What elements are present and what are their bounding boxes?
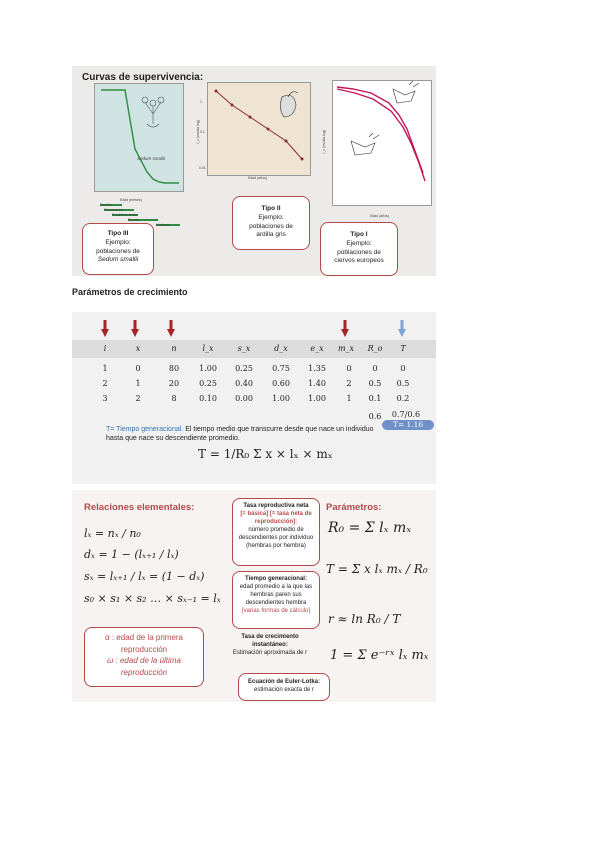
eq-lx: lₓ = nₓ / n₀ — [84, 527, 141, 540]
th-x: x — [135, 344, 141, 353]
plot2-ylabel: l_x (escala log) — [196, 120, 200, 144]
table-cell: 0.1 — [368, 394, 382, 403]
stage-1: Semilla — [100, 203, 112, 207]
th-sx: s_x — [237, 344, 251, 353]
table-cell: 2 — [135, 394, 141, 403]
tgen-definition — [106, 425, 386, 444]
plot-type-ii — [207, 82, 311, 176]
callout2-line4: ardilla gris — [256, 231, 286, 239]
table-cell: 1 — [135, 379, 141, 388]
omega-line1: ω : edad de la última — [107, 656, 181, 666]
growth-params-title: Parámetros de crecimiento — [72, 287, 188, 297]
arrow-down-icon — [341, 320, 349, 338]
arrow-down-icon — [398, 320, 406, 338]
stage-4: Roseta — [128, 218, 140, 222]
alpha-omega-box — [84, 627, 204, 687]
table-cell: 0.40 — [235, 379, 253, 388]
callout2-line3: poblaciones de — [249, 222, 293, 230]
table-cell: 0.5 — [396, 379, 410, 388]
table-cell: 2 — [346, 379, 352, 388]
plot2-ytick-1: 1 — [200, 100, 202, 104]
plot3-xlabel: Edad (meses) — [120, 198, 142, 202]
total-t: 0.7/0.6 — [391, 410, 421, 419]
table-cell: 0 — [346, 364, 352, 373]
callout1-line2: Ejemplo: — [346, 239, 372, 247]
callout1-title: Tipo I — [350, 231, 368, 238]
callout3-line2: Ejemplo: — [105, 238, 131, 246]
omega-line2: reproducción — [120, 667, 168, 677]
plot-type-iii — [94, 83, 184, 192]
tgen-text: El tiempo medio que transcurre desde que nace un individuo hasta que nace su descendiente promedio. — [106, 426, 374, 443]
box-t-red: [varias formas de cálculo] — [241, 608, 311, 615]
plot1-ylabel: l_x (escala log) — [322, 130, 326, 154]
table-cell: 0 — [135, 364, 141, 373]
box-net-reproductive-rate — [232, 498, 320, 566]
result-badge: T= 1.16 — [382, 420, 434, 430]
callout2-title: Tipo II — [261, 205, 281, 212]
plot2-xlabel: Edad (años) — [248, 176, 268, 180]
box-r-title: Tasa de crecimiento instantáneo: — [241, 634, 299, 649]
plot2-ytick-2: 0.1 — [200, 130, 205, 134]
curve-type-ii — [208, 83, 310, 175]
table-cell: 0.75 — [272, 364, 290, 373]
callout3-title: Tipo III — [107, 230, 129, 237]
curve-type-i — [333, 81, 431, 205]
stage-2: Germinación — [104, 208, 124, 212]
callout1-line3: poblaciones de — [337, 248, 381, 256]
table-cell: 1.35 — [308, 364, 326, 373]
th-ro: R_o — [367, 344, 383, 353]
total-ro: 0.6 — [368, 412, 382, 421]
table-cell: 1 — [102, 364, 108, 373]
stage-5: Madurez — [156, 223, 170, 227]
tgen-label: T= Tiempo generacional. — [106, 426, 184, 433]
eq-product: s₀ × s₁ × s₂ … × sₓ₋₁ = lₓ — [84, 592, 221, 605]
box-el-body: estimación exacta de r — [253, 687, 315, 694]
curve-type-iii — [95, 84, 183, 191]
th-i: i — [103, 344, 107, 353]
eq-dx: dₓ = 1 − (lₓ₊₁ / lₓ) — [84, 548, 179, 561]
box-t-title: Tiempo generacional: — [245, 576, 307, 582]
formula-t: T = 1/R₀ Σ x × lₓ × mₓ — [198, 447, 333, 461]
callout3-line4: Sedum smallii — [97, 256, 139, 264]
table-cell: 2 — [102, 379, 108, 388]
formula-euler-lotka: 1 = Σ e⁻ʳˣ lₓ mₓ — [330, 648, 429, 663]
box-el-title: Ecuación de Euler-Lotka: — [247, 679, 320, 685]
callout2-line2: Ejemplo: — [258, 213, 284, 221]
plot-type-i — [332, 80, 432, 206]
table-cell: 80 — [168, 364, 180, 373]
survival-title: Curvas de supervivencia: — [82, 72, 204, 83]
table-cell: 0 — [372, 364, 378, 373]
box-euler-lotka — [238, 673, 330, 701]
arrow-down-icon — [131, 320, 139, 338]
th-n: n — [171, 344, 177, 353]
table-cell: 1.00 — [199, 364, 217, 373]
box-r0-red: [= básica] [= tasa neta de reproducción]: — [240, 511, 312, 526]
plot2-ytick-3: 0.01 — [199, 166, 206, 170]
alpha-line1: α : edad de la primera — [105, 633, 183, 642]
box-r0-title: Tasa reproductiva neta — [243, 503, 309, 509]
formula-r0: R₀ = Σ lₓ mₓ — [328, 520, 412, 536]
box-r0-body: número promedio de descendientes por individuo (hembras por hembra) — [238, 527, 314, 550]
table-cell: 1.00 — [308, 394, 326, 403]
box-t-body: edad promedio a la que las hembras paren sus descendientes hembra — [239, 584, 313, 607]
alpha-line2: reproducción — [120, 644, 168, 654]
plot1-xlabel: Edad (años) — [370, 214, 390, 218]
box-instant-rate — [226, 633, 314, 661]
table-cell: 8 — [171, 394, 177, 403]
table-cell: 0.25 — [199, 379, 217, 388]
th-dx: d_x — [274, 344, 288, 353]
table-cell: 0.2 — [396, 394, 410, 403]
table-cell: 20 — [168, 379, 180, 388]
th-t: T — [400, 344, 406, 353]
table-cell: 0.00 — [235, 394, 253, 403]
species-label: Sedum smallii — [137, 156, 166, 161]
table-cell: 0.25 — [235, 364, 253, 373]
callout-type-ii — [232, 196, 310, 250]
arrow-down-icon — [167, 320, 175, 338]
th-ex: e_x — [310, 344, 324, 353]
callout1-line4: ciervos europeos — [334, 257, 384, 265]
eq-sx: sₓ = lₓ₊₁ / lₓ = (1 − dₓ) — [84, 570, 205, 583]
callout3-line3: poblaciones de — [96, 247, 140, 255]
callout-type-i — [320, 222, 398, 276]
table-cell: 1.40 — [308, 379, 326, 388]
parameters-title: Parámetros: — [326, 502, 382, 513]
table-cell: 1 — [346, 394, 352, 403]
table-cell: 1.00 — [272, 394, 290, 403]
table-cell: 3 — [102, 394, 108, 403]
table-cell: 0.10 — [199, 394, 217, 403]
stage-3: Establecimiento — [112, 213, 137, 217]
relations-title: Relaciones elementales: — [84, 502, 195, 513]
arrow-down-icon — [101, 320, 109, 338]
formula-r: r ≈ ln R₀ / T — [328, 612, 401, 626]
table-cell: 0.60 — [272, 379, 290, 388]
th-mx: m_x — [337, 344, 355, 353]
callout-type-iii — [82, 223, 154, 275]
table-cell: 0.5 — [368, 379, 382, 388]
formula-t-param: T = Σ x lₓ mₓ / R₀ — [326, 562, 428, 576]
th-lx: l_x — [202, 344, 214, 353]
box-generation-time — [232, 571, 320, 629]
table-cell: 0 — [400, 364, 406, 373]
box-r-body: Estimación aproximada de r — [232, 650, 308, 657]
